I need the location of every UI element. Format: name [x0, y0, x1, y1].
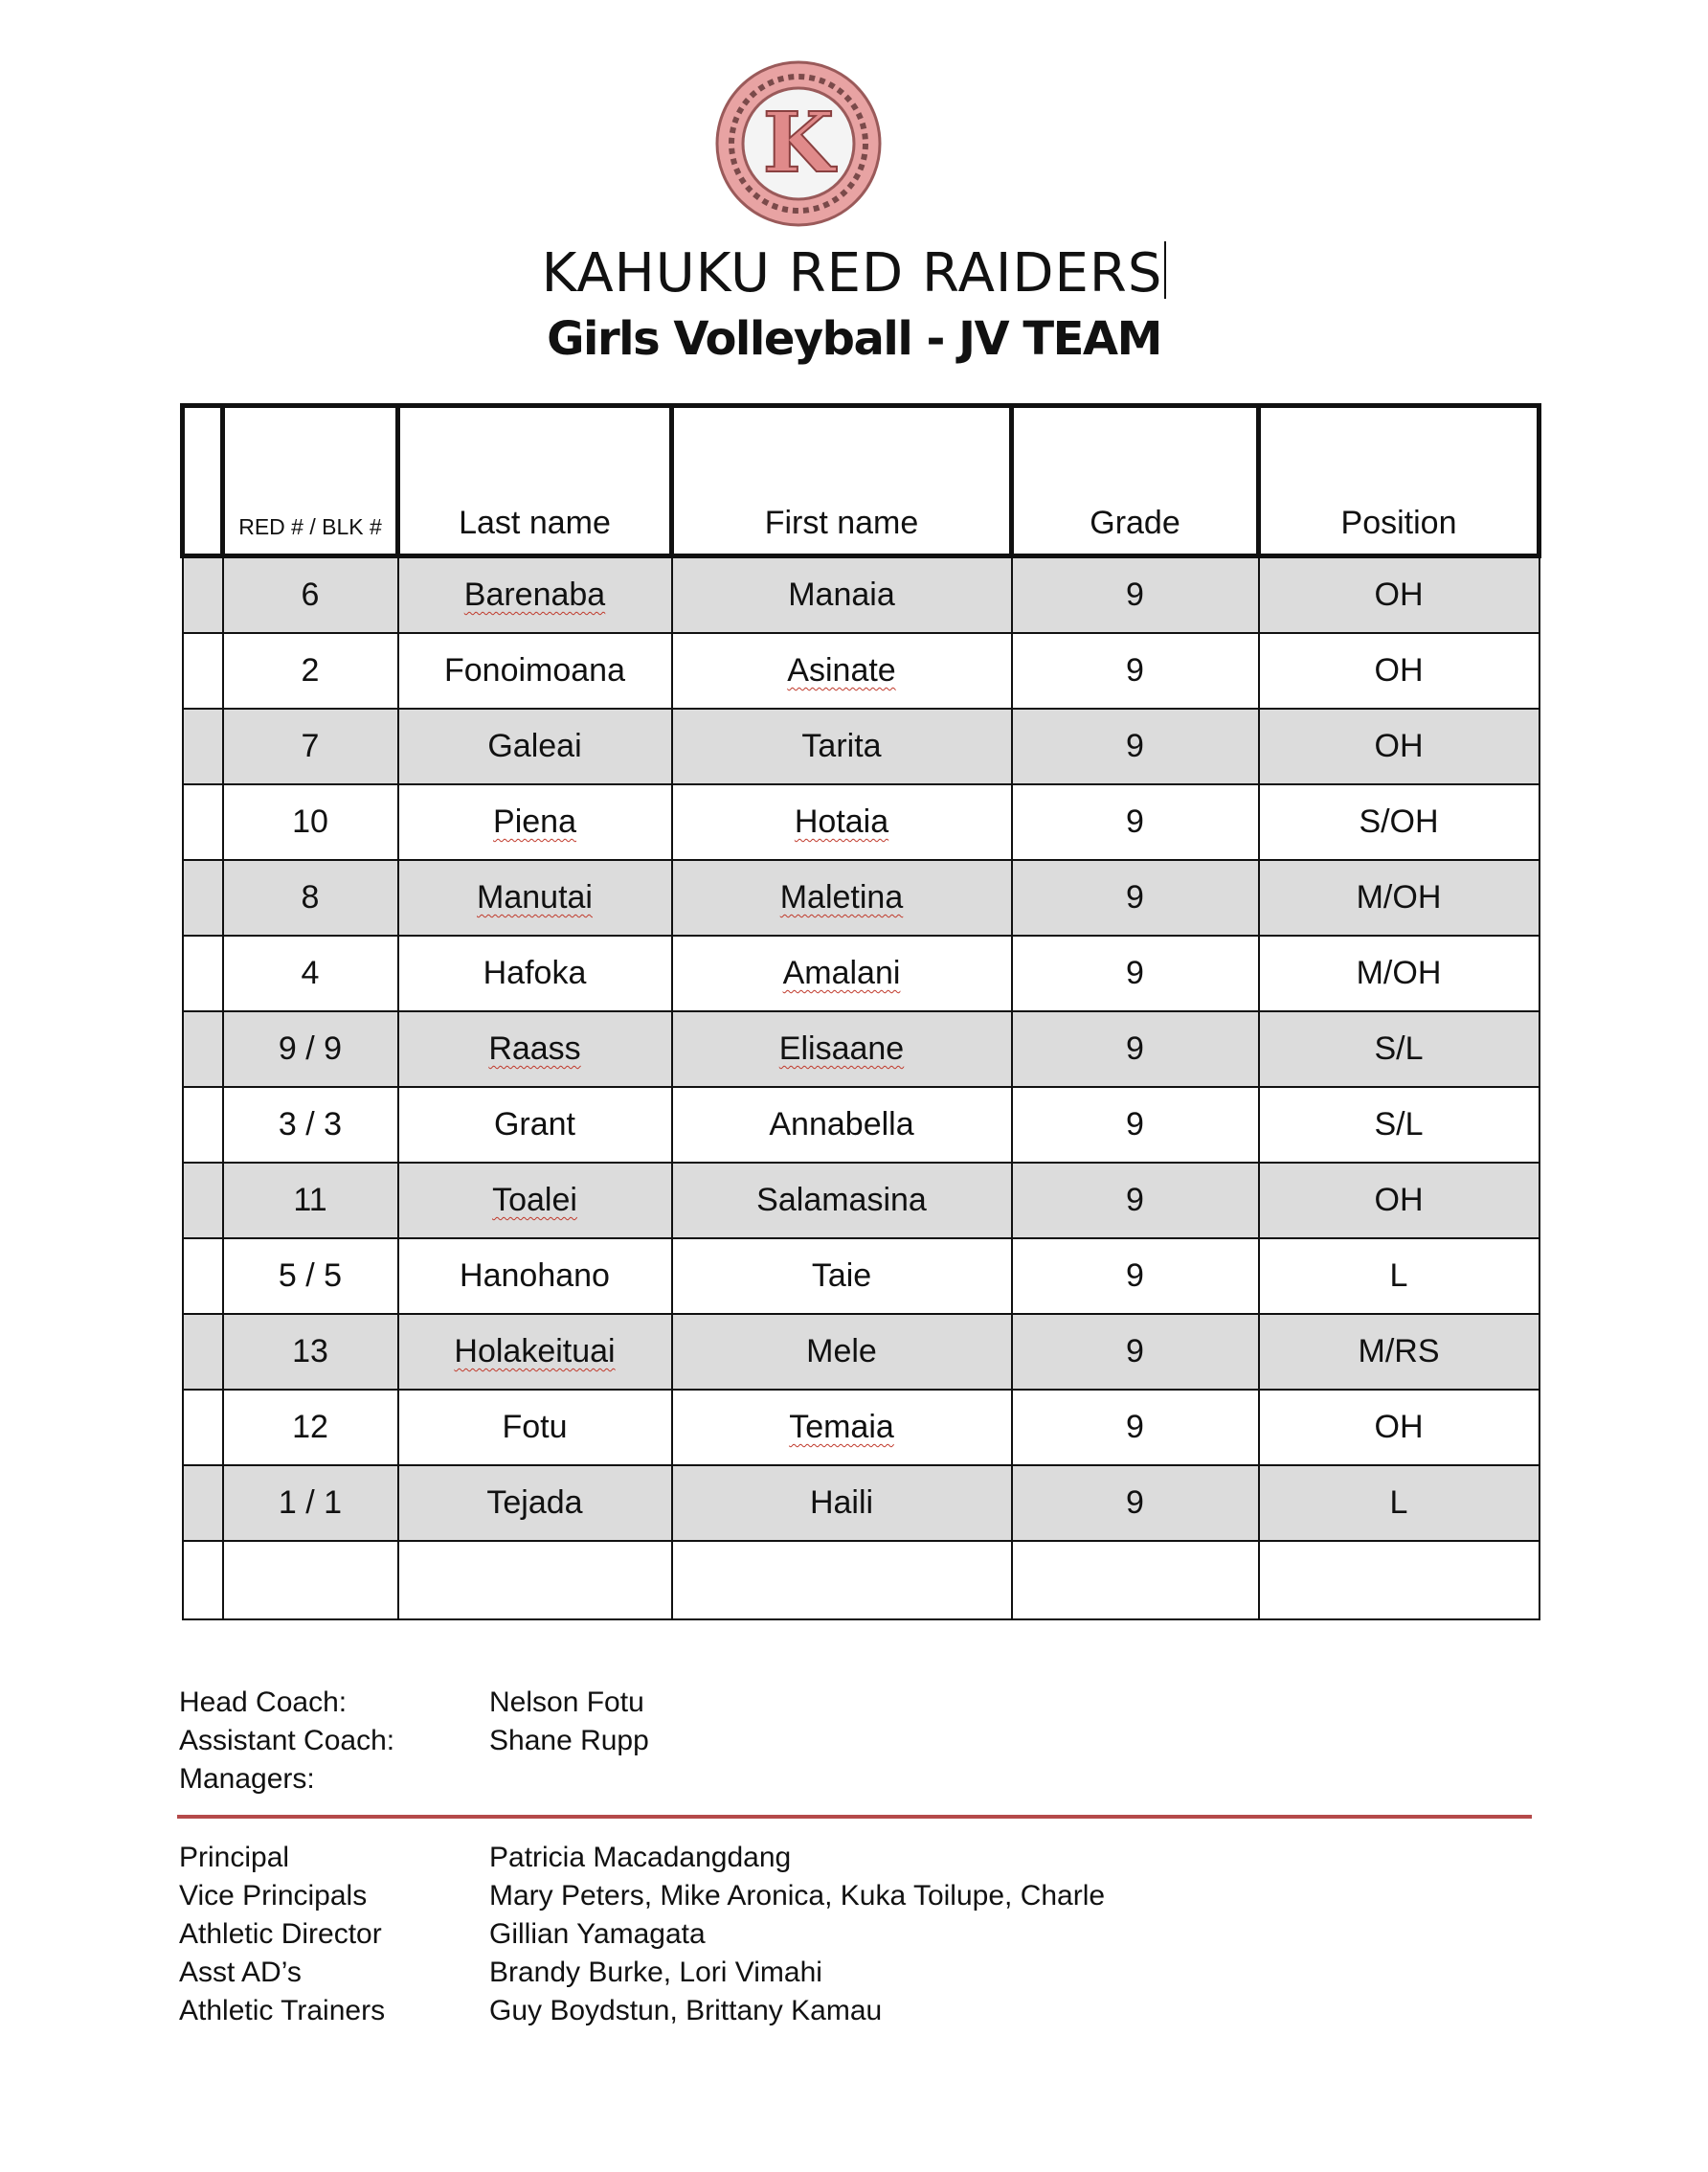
- cell-first-name: [672, 1314, 1012, 1390]
- table-row: [183, 784, 1539, 860]
- text-cursor: [1164, 241, 1166, 299]
- page-title: KAHUKU RED RAIDERS: [0, 241, 1708, 305]
- header-number: RED # / BLK #: [223, 406, 398, 556]
- table-header-row: [183, 406, 1539, 556]
- cell-last-name-text: Manutai: [477, 879, 593, 916]
- cell-grade-text: 9: [1126, 1030, 1144, 1067]
- cell-last-name-text: Grant: [493, 1106, 576, 1143]
- cell-first-name-text: Asinate: [787, 652, 896, 689]
- cell-first-name-text: Annabella: [769, 1106, 914, 1143]
- cell-position: [1259, 1314, 1539, 1390]
- cell-position-text: OH: [1374, 577, 1424, 613]
- cell-first-name: [672, 633, 1012, 709]
- table-row: [183, 1465, 1539, 1541]
- cell-number-text: 7: [301, 728, 320, 764]
- cell-number: [223, 1314, 398, 1390]
- coaches-value: Shane Rupp: [489, 1725, 649, 1756]
- cell-first-name-text: Tarita: [801, 728, 882, 764]
- cell-number: [223, 1238, 398, 1314]
- table-row: [183, 633, 1539, 709]
- table-row: [183, 1314, 1539, 1390]
- cell-position: [1259, 633, 1539, 709]
- cell-position-text: L: [1389, 1257, 1408, 1294]
- cell-grade: [1012, 936, 1259, 1011]
- coaches-value: Nelson Fotu: [489, 1686, 644, 1718]
- cell-grade-text: 9: [1126, 879, 1144, 916]
- cell-number-text: 13: [292, 1333, 328, 1369]
- cell-first-name: [672, 1390, 1012, 1465]
- admin-value: Brandy Burke, Lori Vimahi: [489, 1957, 822, 1988]
- cell-first-name-text: Hotaia: [794, 803, 889, 840]
- cell-number-text: 1 / 1: [278, 1484, 343, 1521]
- cell-last-name: [398, 860, 672, 936]
- admin-value: Gillian Yamagata: [489, 1918, 706, 1950]
- cell-position-text: L: [1389, 1484, 1408, 1521]
- cell-last-name: [398, 784, 672, 860]
- cell-grade-text: 9: [1126, 1484, 1144, 1521]
- cell-last-name-text: Fotu: [502, 1409, 568, 1445]
- cell-position-text: S/OH: [1359, 803, 1439, 840]
- cell-number-text: 5 / 5: [278, 1257, 343, 1294]
- cell-number-text: 4: [301, 955, 320, 991]
- cell-first-name-text: Taie: [811, 1257, 872, 1294]
- cell-last-name-text: Raass: [488, 1030, 581, 1067]
- cell-last-name: [398, 709, 672, 784]
- cell-first-name: [672, 1465, 1012, 1541]
- cell-first-name: [672, 1011, 1012, 1087]
- table-row: [183, 936, 1539, 1011]
- cell-position: [1259, 860, 1539, 936]
- table-row: [183, 1087, 1539, 1163]
- cell-number: [223, 1465, 398, 1541]
- divider-line: [177, 1815, 1532, 1819]
- empty-cell: [1012, 1541, 1259, 1619]
- empty-cell: [398, 1541, 672, 1619]
- row-blank: [183, 633, 223, 709]
- cell-number: [223, 784, 398, 860]
- row-blank: [183, 1087, 223, 1163]
- cell-grade: [1012, 860, 1259, 936]
- cell-position: [1259, 784, 1539, 860]
- admin-label: Athletic Director: [179, 1918, 382, 1950]
- row-blank: [183, 1465, 223, 1541]
- coaches-label: Assistant Coach:: [179, 1725, 395, 1756]
- cell-number-text: 3 / 3: [278, 1106, 343, 1143]
- cell-grade: [1012, 784, 1259, 860]
- cell-first-name: [672, 709, 1012, 784]
- table-row: [183, 1011, 1539, 1087]
- cell-number: [223, 556, 398, 634]
- cell-last-name-text: Barenaba: [463, 577, 606, 613]
- cell-position: [1259, 936, 1539, 1011]
- cell-number: [223, 709, 398, 784]
- cell-number: [223, 1163, 398, 1238]
- cell-position-text: OH: [1374, 728, 1424, 764]
- table-row: [183, 709, 1539, 784]
- cell-number-text: 11: [293, 1182, 327, 1218]
- cell-grade: [1012, 556, 1259, 634]
- cell-first-name-text: Haili: [809, 1484, 874, 1521]
- cell-last-name-text: Toalei: [492, 1182, 577, 1218]
- empty-cell: [183, 1541, 223, 1619]
- cell-number: [223, 1011, 398, 1087]
- coaches-label: Managers:: [179, 1763, 315, 1795]
- cell-last-name: [398, 1011, 672, 1087]
- admin-label: Vice Principals: [179, 1880, 368, 1912]
- cell-grade-text: 9: [1126, 1257, 1144, 1294]
- cell-position: [1259, 556, 1539, 634]
- cell-last-name-text: Hafoka: [483, 955, 587, 991]
- empty-cell: [672, 1541, 1012, 1619]
- cell-first-name: [672, 936, 1012, 1011]
- row-blank: [183, 709, 223, 784]
- cell-position: [1259, 1163, 1539, 1238]
- cell-grade: [1012, 1163, 1259, 1238]
- cell-position-text: S/L: [1374, 1106, 1424, 1143]
- header-position: Position: [1259, 406, 1539, 556]
- logo-letter: K: [762, 95, 835, 192]
- cell-number-text: 9 / 9: [278, 1030, 343, 1067]
- cell-number-text: 8: [301, 879, 320, 916]
- cell-last-name: [398, 1390, 672, 1465]
- cell-last-name: [398, 1238, 672, 1314]
- cell-grade-text: 9: [1126, 803, 1144, 840]
- row-blank: [183, 1163, 223, 1238]
- cell-first-name: [672, 1238, 1012, 1314]
- table-row: [183, 1163, 1539, 1238]
- roster-table: [180, 403, 1541, 1620]
- row-blank: [183, 1238, 223, 1314]
- admin-label: Asst AD’s: [179, 1957, 302, 1988]
- admin-value: Mary Peters, Mike Aronica, Kuka Toilupe, Charle: [489, 1880, 1106, 1912]
- cell-number-text: 12: [292, 1409, 328, 1445]
- cell-first-name-text: Salamasina: [756, 1182, 927, 1218]
- cell-position: [1259, 1238, 1539, 1314]
- coaches-label: Head Coach:: [179, 1686, 348, 1718]
- admin-value: Guy Boydstun, Brittany Kamau: [489, 1995, 883, 2026]
- cell-position-text: OH: [1374, 1409, 1424, 1445]
- cell-position: [1259, 1465, 1539, 1541]
- cell-last-name-text: Tejada: [486, 1484, 583, 1521]
- cell-grade: [1012, 1465, 1259, 1541]
- row-blank: [183, 936, 223, 1011]
- cell-number: [223, 1390, 398, 1465]
- cell-last-name: [398, 1465, 672, 1541]
- admin-label: Athletic Trainers: [179, 1995, 386, 2026]
- cell-first-name: [672, 556, 1012, 634]
- cell-last-name: [398, 556, 672, 634]
- table-row: [183, 860, 1539, 936]
- cell-position-text: S/L: [1374, 1030, 1424, 1067]
- table-row: [183, 1238, 1539, 1314]
- cell-last-name: [398, 1087, 672, 1163]
- cell-first-name-text: Amalani: [782, 955, 901, 991]
- cell-grade-text: 9: [1126, 728, 1144, 764]
- empty-cell: [1259, 1541, 1539, 1619]
- empty-cell: [223, 1541, 398, 1619]
- cell-number: [223, 936, 398, 1011]
- cell-last-name-text: Galeai: [487, 728, 582, 764]
- cell-last-name: [398, 633, 672, 709]
- row-blank: [183, 860, 223, 936]
- cell-number: [223, 633, 398, 709]
- cell-last-name-text: Fonoimoana: [443, 652, 625, 689]
- cell-grade-text: 9: [1126, 1333, 1144, 1369]
- school-logo: [714, 59, 883, 228]
- cell-number-text: 6: [301, 577, 320, 613]
- cell-grade: [1012, 709, 1259, 784]
- cell-grade-text: 9: [1126, 1106, 1144, 1143]
- cell-last-name: [398, 1163, 672, 1238]
- cell-grade-text: 9: [1126, 577, 1144, 613]
- header-first-name: First name: [672, 406, 1012, 556]
- admin-label: Principal: [179, 1842, 290, 1873]
- cell-grade-text: 9: [1126, 955, 1144, 991]
- row-blank: [183, 556, 223, 634]
- cell-position: [1259, 1087, 1539, 1163]
- table-row-empty: [183, 1541, 1539, 1619]
- cell-first-name: [672, 1163, 1012, 1238]
- cell-grade-text: 9: [1126, 652, 1144, 689]
- cell-last-name-text: Hanohano: [460, 1257, 610, 1294]
- row-blank: [183, 1314, 223, 1390]
- cell-grade: [1012, 1011, 1259, 1087]
- cell-grade: [1012, 1087, 1259, 1163]
- cell-position: [1259, 709, 1539, 784]
- cell-last-name-text: Holakeituai: [454, 1333, 616, 1369]
- cell-position-text: M/OH: [1356, 879, 1442, 916]
- row-blank: [183, 784, 223, 860]
- cell-position-text: OH: [1374, 652, 1424, 689]
- header-blank: [183, 406, 223, 556]
- table-row: [183, 556, 1539, 634]
- row-blank: [183, 1011, 223, 1087]
- cell-grade: [1012, 1314, 1259, 1390]
- cell-position: [1259, 1011, 1539, 1087]
- cell-position-text: M/OH: [1356, 955, 1442, 991]
- cell-first-name: [672, 1087, 1012, 1163]
- table-row: [183, 1390, 1539, 1465]
- cell-number: [223, 860, 398, 936]
- page-subtitle: Girls Volleyball - JV TEAM: [547, 312, 1161, 366]
- cell-grade: [1012, 1238, 1259, 1314]
- cell-position: [1259, 1390, 1539, 1465]
- cell-grade-text: 9: [1126, 1182, 1144, 1218]
- cell-grade-text: 9: [1126, 1409, 1144, 1445]
- header-last-name: Last name: [398, 406, 672, 556]
- cell-position-text: OH: [1374, 1182, 1424, 1218]
- cell-first-name-text: Temaia: [789, 1409, 894, 1445]
- cell-first-name-text: Elisaane: [778, 1030, 905, 1067]
- cell-last-name: [398, 1314, 672, 1390]
- cell-first-name: [672, 784, 1012, 860]
- cell-first-name-text: Maletina: [779, 879, 904, 916]
- cell-first-name-text: Mele: [806, 1333, 877, 1369]
- cell-last-name-text: Piena: [493, 803, 576, 840]
- header-grade: Grade: [1012, 406, 1259, 556]
- cell-first-name-text: Manaia: [788, 577, 895, 613]
- cell-grade: [1012, 1390, 1259, 1465]
- cell-number-text: 10: [292, 803, 328, 840]
- cell-number: [223, 1087, 398, 1163]
- cell-number-text: 2: [301, 652, 320, 689]
- row-blank: [183, 1390, 223, 1465]
- cell-position-text: M/RS: [1358, 1333, 1440, 1369]
- admin-value: Patricia Macadangdang: [489, 1842, 792, 1873]
- cell-first-name: [672, 860, 1012, 936]
- cell-last-name: [398, 936, 672, 1011]
- cell-grade: [1012, 633, 1259, 709]
